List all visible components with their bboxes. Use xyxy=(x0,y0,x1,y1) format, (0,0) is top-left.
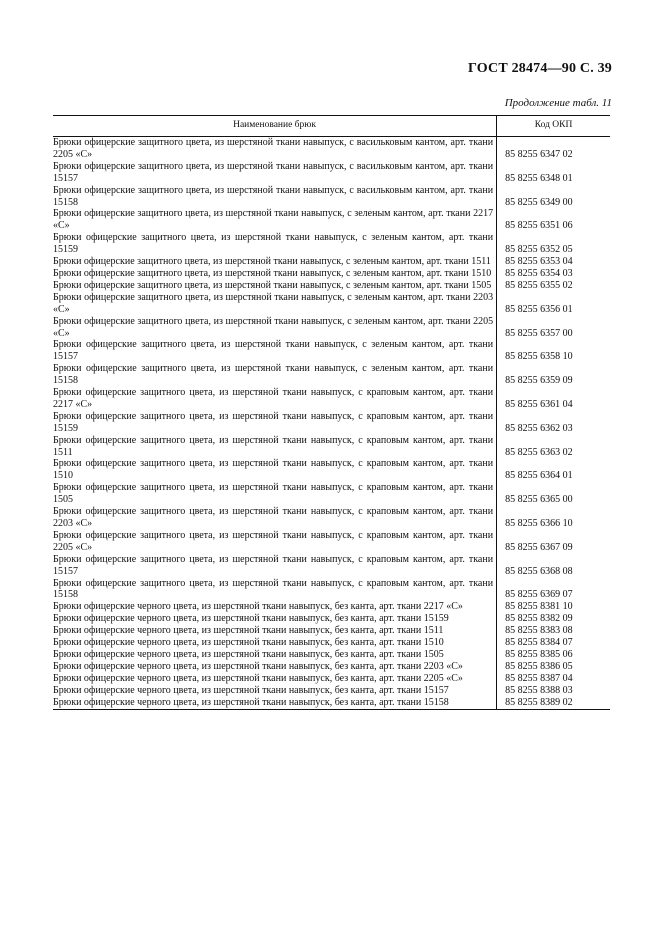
row-code-cell: 85 8255 8388 03 xyxy=(505,684,573,696)
row-code-cell: 85 8255 8382 09 xyxy=(505,613,573,625)
row-name-cell: Брюки офицерские защитного цвета, из шерстяной ткани навыпуск, с зеленым кантом, арт. ткани 1511 xyxy=(53,256,497,268)
table-row xyxy=(53,161,610,185)
table-header-row xyxy=(53,116,610,137)
row-name-cell: Брюки офицерские защитного цвета, из шерстяной ткани навыпуск, с краповым кантом, арт. ткани 15157 xyxy=(53,554,497,578)
row-code-cell: 85 8255 6358 10 xyxy=(505,351,573,363)
row-name-cell: Брюки офицерские защитного цвета, из шерстяной ткани навыпуск, с краповым кантом, арт. ткани 1505 xyxy=(53,482,497,506)
row-code-cell: 85 8255 6364 01 xyxy=(505,470,573,482)
row-code-cell: 85 8255 8385 06 xyxy=(505,648,573,660)
row-code-cell: 85 8255 6357 00 xyxy=(505,327,573,339)
table-row xyxy=(53,697,610,709)
table-row xyxy=(53,363,610,387)
row-code-cell: 85 8255 8386 05 xyxy=(505,660,573,672)
table-row xyxy=(53,613,610,625)
row-code-cell: 85 8255 6366 10 xyxy=(505,518,573,529)
row-name-cell: Брюки офицерские черного цвета, из шерстяной ткани навыпуск, без канта, арт. ткани 1505 xyxy=(53,649,497,661)
column-header-code: Код ОКП xyxy=(497,116,610,137)
row-name-cell: Брюки офицерские защитного цвета, из шерстяной ткани навыпуск, с зеленым кантом, арт. ткани 2205 «С» xyxy=(53,316,497,340)
row-name-cell: Брюки офицерские черного цвета, из шерстяной ткани навыпуск, без канта, арт. ткани 2203 «С» xyxy=(53,661,497,673)
row-name-cell: Брюки офицерские защитного цвета, из шерстяной ткани навыпуск, с краповым кантом, арт. ткани 1511 xyxy=(53,435,497,459)
row-code-cell: 85 8255 6348 01 xyxy=(505,172,573,184)
table-row xyxy=(53,578,610,602)
row-code-cell: 85 8255 6353 04 xyxy=(505,256,573,268)
table-row xyxy=(53,661,610,673)
table-row xyxy=(53,256,610,268)
row-code-cell: 85 8255 6365 00 xyxy=(505,494,573,506)
table-row xyxy=(53,387,610,411)
row-name-cell: Брюки офицерские защитного цвета, из шерстяной ткани навыпуск, с зеленым кантом, арт. ткани 15158 xyxy=(53,363,497,387)
row-code-cell: 85 8255 6349 00 xyxy=(505,196,573,208)
row-code-cell: 85 8255 8383 08 xyxy=(505,625,573,637)
row-name-cell: Брюки офицерские защитного цвета, из шерстяной ткани навыпуск, с зеленым кантом, арт. ткани 1510 xyxy=(53,268,497,280)
row-name-cell: Брюки офицерские черного цвета, из шерстяной ткани навыпуск, без канта, арт. ткани 2205 «С» xyxy=(53,673,497,685)
row-name-cell: Брюки офицерские защитного цвета, из шерстяной ткани навыпуск, с зеленым кантом, арт. ткани 15159 xyxy=(53,232,497,256)
page-header: ГОСТ 28474—90 С. 39 xyxy=(468,61,612,76)
row-code-cell: 85 8255 8389 02 xyxy=(497,697,610,709)
row-code-cell: 85 8255 6352 05 xyxy=(505,244,573,256)
table-row xyxy=(53,185,610,209)
row-name-cell: Брюки офицерские защитного цвета, из шерстяной ткани навыпуск, с зеленым кантом, арт. ткани 2217 «С» xyxy=(53,208,497,232)
table-row xyxy=(53,506,610,530)
row-code-cell: 85 8255 6367 09 xyxy=(505,541,573,553)
row-code-cell: 85 8255 8384 07 xyxy=(505,637,573,649)
table-row xyxy=(53,685,610,697)
row-code-cell: 85 8255 6369 07 xyxy=(505,589,573,601)
table-row xyxy=(53,458,610,482)
row-code-cell: 85 8255 8387 04 xyxy=(505,672,573,684)
table-row xyxy=(53,137,610,161)
column-header-name: Наименование брюк xyxy=(53,116,497,137)
row-name-cell: Брюки офицерские защитного цвета, из шерстяной ткани навыпуск, с краповым кантом, арт. ткани 2203 «С» xyxy=(53,506,497,530)
row-name-cell: Брюки офицерские защитного цвета, из шерстяной ткани навыпуск, с васильковым кантом, арт. ткани 15157 xyxy=(53,161,497,185)
row-name-cell: Брюки офицерские защитного цвета, из шерстяной ткани навыпуск, с зеленым кантом, арт. ткани 15157 xyxy=(53,339,497,363)
row-name-cell: Брюки офицерские черного цвета, из шерстяной ткани навыпуск, без канта, арт. ткани 15158 xyxy=(53,697,497,709)
row-code-cell: 85 8255 6356 01 xyxy=(505,303,573,315)
row-name-cell: Брюки офицерские защитного цвета, из шерстяной ткани навыпуск, с краповым кантом, арт. ткани 15158 xyxy=(53,578,497,602)
row-code-cell: 85 8255 6363 02 xyxy=(505,446,573,458)
table-row xyxy=(53,208,610,232)
row-name-cell: Брюки офицерские черного цвета, из шерстяной ткани навыпуск, без канта, арт. ткани 1510 xyxy=(53,637,497,649)
table-row xyxy=(53,673,610,685)
table-row xyxy=(53,339,610,363)
table-row xyxy=(53,554,610,578)
row-name-cell: Брюки офицерские защитного цвета, из шерстяной ткани навыпуск, с краповым кантом, арт. ткани 15159 xyxy=(53,411,497,435)
table-row xyxy=(53,601,610,613)
row-name-cell: Брюки офицерские черного цвета, из шерстяной ткани навыпуск, без канта, арт. ткани 1511 xyxy=(53,625,497,637)
row-name-cell: Брюки офицерские черного цвета, из шерстяной ткани навыпуск, без канта, арт. ткани 15157 xyxy=(53,685,497,697)
table-row xyxy=(53,482,610,506)
row-code-cell: 85 8255 6355 02 xyxy=(505,279,573,291)
row-name-cell: Брюки офицерские защитного цвета, из шерстяной ткани навыпуск, с васильковым кантом, арт. ткани 2205 «С» xyxy=(53,137,497,161)
row-name-cell: Брюки офицерские защитного цвета, из шерстяной ткани навыпуск, с зеленым кантом, арт. ткани 2203 «С» xyxy=(53,292,497,316)
row-name-cell: Брюки офицерские защитного цвета, из шерстяной ткани навыпуск, с васильковым кантом, арт. ткани 15158 xyxy=(53,185,497,209)
row-name-cell: Брюки офицерские черного цвета, из шерстяной ткани навыпуск, без канта, арт. ткани 15159 xyxy=(53,613,497,625)
table-row xyxy=(53,530,610,554)
row-code-cell: 85 8255 6351 06 xyxy=(505,220,573,232)
row-code-cell: 85 8255 6354 03 xyxy=(505,267,573,279)
row-name-cell: Брюки офицерские черного цвета, из шерстяной ткани навыпуск, без канта, арт. ткани 2217 «С» xyxy=(53,601,497,613)
table-row xyxy=(53,316,610,340)
row-code-cell: 85 8255 6347 02 xyxy=(505,148,573,160)
row-code-cell: 85 8255 8381 10 xyxy=(505,601,573,613)
table-row xyxy=(53,625,610,637)
row-code-cell: 85 8255 6368 08 xyxy=(505,565,573,577)
table-caption: Продолжение табл. 11 xyxy=(504,97,612,109)
row-code-cell: 85 8255 6362 03 xyxy=(505,422,573,434)
row-name-cell: Брюки офицерские защитного цвета, из шерстяной ткани навыпуск, с краповым кантом, арт. ткани 2217 «С» xyxy=(53,387,497,411)
table-row xyxy=(53,268,610,280)
table-row xyxy=(53,280,610,292)
table-row xyxy=(53,637,610,649)
table-row xyxy=(53,435,610,459)
row-code-cell: 85 8255 6359 09 xyxy=(505,375,573,387)
row-name-cell: Брюки офицерские защитного цвета, из шерстяной ткани навыпуск, с краповым кантом, арт. ткани 1510 xyxy=(53,458,497,482)
table-body xyxy=(53,137,610,710)
row-name-cell: Брюки офицерские защитного цвета, из шерстяной ткани навыпуск, с краповым кантом, арт. ткани 2205 «С» xyxy=(53,530,497,554)
row-name-cell: Брюки офицерские защитного цвета, из шерстяной ткани навыпуск, с зеленым кантом, арт. ткани 1505 xyxy=(53,280,497,292)
table-row xyxy=(53,292,610,316)
table-row xyxy=(53,649,610,661)
table-row xyxy=(53,232,610,256)
table-row xyxy=(53,411,610,435)
trousers-table xyxy=(53,115,610,710)
row-code-cell: 85 8255 6361 04 xyxy=(505,398,573,410)
